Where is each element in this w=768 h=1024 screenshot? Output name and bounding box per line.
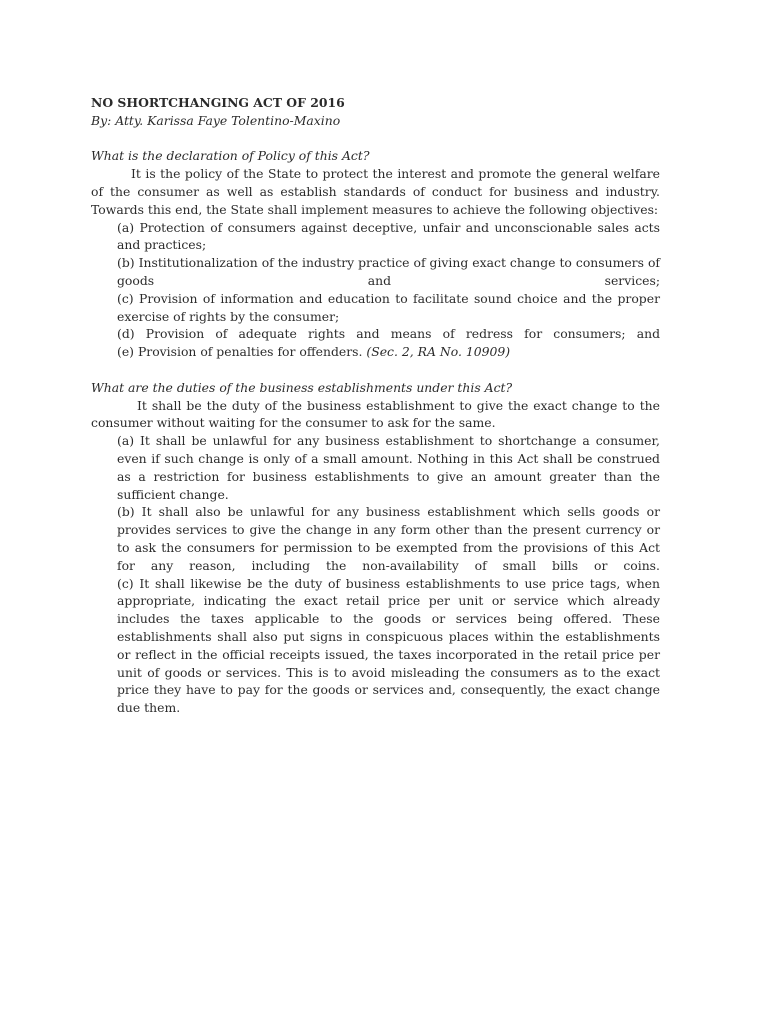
section1-item-a: (a) Protection of consumers against deceptive, unfair and unconscionable sales acts and practices; — [117, 219, 660, 253]
section1-item-b: (b) Institutionalization of the industry practice of giving exact change to consumers of goods and services; — [117, 255, 660, 288]
document-title: NO SHORTCHANGING ACT OF 2016 — [91, 95, 345, 110]
section1-intro: It is the policy of the State to protect the interest and promote the general welfare of the consumer as well as establish standards of conduct for business and industry. Towards this end, the State shall implement measures to achieve the following objectives: — [91, 166, 660, 217]
document-page — [91, 94, 660, 717]
section1-item-c: (c) Provision of information and education to facilitate sound choice and the proper exercise of rights by the consumer; — [117, 290, 660, 324]
section1-item-d: (d) Provision of adequate rights and means of redress for consumers; and — [117, 326, 660, 342]
spacer — [91, 130, 660, 148]
section2-item-c: (c) It shall likewise be the duty of business establishments to use price tags, when appropriate, indicating the exact retail price per unit or service which already includes the taxes applicable to the goods or services being offered. These establishments shall also put signs in conspicuous places within the establishments or reflect in the official receipts issued, the taxes incorporated in the retail price per unit of goods or services. This is to avoid misleading the consumers as to the exact price they have to pay for the goods or services and, consequently, the exact change due them. — [117, 575, 660, 716]
section1-item-e-text: (e) Provision of penalties for offenders. — [117, 344, 363, 360]
section2-question: What are the duties of the business establishments under this Act? — [91, 379, 513, 395]
section2-item-a: (a) It shall be unlawful for any business establishment to shortchange a consumer, even if such change is only of a small amount. Nothing in this Act shall be construed as a restriction for business establishments to give an amount greater than the sufficient change. — [117, 433, 660, 502]
section2-item-b: (b) It shall also be unlawful for any business establishment which sells goods or provides services to give the change in any form other than the present currency or to ask the consumers for permission to be exempted from the provisions of this Act for any reason, including the non-availability of small bills or coins. — [117, 504, 660, 573]
author-byline: By: Atty. Karissa Faye Tolentino-Maxino — [91, 112, 341, 128]
spacer — [91, 361, 660, 379]
section1-question: What is the declaration of Policy of this Act? — [91, 148, 370, 164]
section1-item-e — [117, 343, 660, 361]
section2-intro: It shall be the duty of the business establishment to give the exact change to the consumer without waiting for the consumer to ask for the same. — [91, 397, 660, 431]
section1-citation: (Sec. 2, RA No. 10909) — [366, 344, 511, 360]
